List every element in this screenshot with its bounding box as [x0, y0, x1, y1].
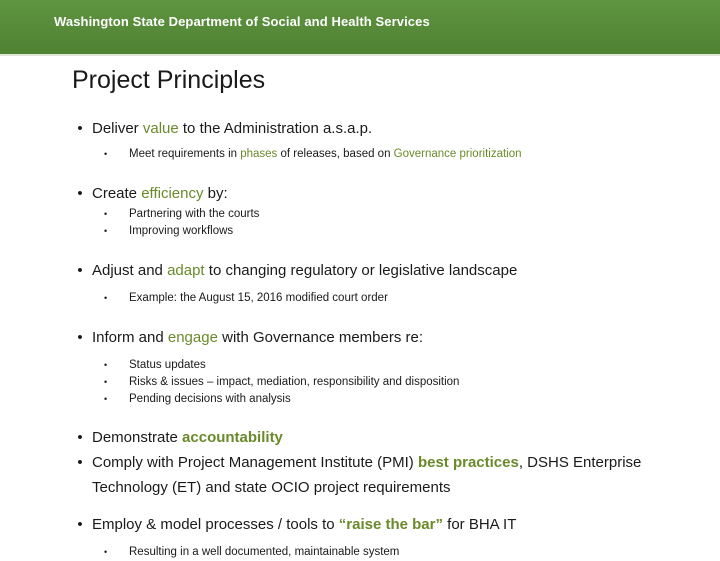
sub-bullet-icon: • — [104, 209, 108, 219]
principle-item — [68, 425, 708, 450]
page-title: Project Principles — [72, 66, 266, 94]
sub-item-text: Partnering with the courts — [129, 208, 260, 220]
sub-list — [104, 290, 708, 307]
sub-list — [104, 357, 708, 408]
sub-item — [104, 223, 708, 240]
principle-text: Inform and engage with Governance members re: — [92, 329, 424, 346]
bullet-icon: • — [77, 454, 83, 471]
sub-list — [104, 544, 708, 561]
principle-line — [68, 325, 708, 350]
organization-name: Washington State Department of Social and Health Services — [54, 14, 430, 29]
principle-line — [68, 450, 708, 500]
sub-item — [104, 374, 708, 391]
principle-item — [68, 258, 708, 307]
principle-text: Create efficiency by: — [92, 185, 228, 202]
sub-list — [104, 206, 708, 240]
principle-line — [68, 116, 708, 141]
principle-item — [68, 325, 708, 408]
principle-text: Adjust and adapt to changing regulatory or legislative landscape — [92, 262, 518, 279]
bullet-icon: • — [77, 516, 83, 533]
sub-bullet-icon: • — [104, 149, 108, 159]
sub-item — [104, 206, 708, 223]
bullet-icon: • — [77, 429, 83, 446]
bullet-icon: • — [77, 262, 83, 279]
principle-text: Deliver value to the Administration a.s.a.p. — [92, 120, 373, 137]
principle-line — [68, 258, 708, 283]
sub-bullet-icon: • — [104, 394, 108, 404]
sub-item-text: Risks & issues – impact, mediation, responsibility and disposition — [129, 376, 460, 388]
header-banner — [0, 0, 720, 54]
principle-line — [68, 181, 708, 206]
bullet-icon: • — [77, 120, 83, 137]
sub-item — [104, 146, 708, 163]
sub-bullet-icon: • — [104, 360, 108, 370]
principle-line — [68, 425, 708, 450]
sub-item-text: Status updates — [129, 359, 206, 371]
bullet-icon: • — [77, 329, 83, 346]
sub-bullet-icon: • — [104, 377, 108, 387]
principle-line — [68, 512, 708, 537]
principle-item — [68, 512, 708, 561]
sub-bullet-icon: • — [104, 547, 108, 557]
sub-item-text: Example: the August 15, 2016 modified court order — [129, 292, 388, 304]
header-divider — [0, 54, 720, 56]
principles-list — [68, 116, 708, 561]
bullet-icon: • — [77, 185, 83, 202]
sub-bullet-icon: • — [104, 226, 108, 236]
sub-list — [104, 146, 708, 163]
principle-text: Comply with Project Management Institute (PMI) best practices, DSHS Enterprise Technology (ET) and state OCIO project requirements — [92, 454, 642, 496]
sub-item-text: Improving workflows — [129, 225, 234, 237]
principle-text: Demonstrate accountability — [92, 429, 283, 446]
sub-item — [104, 544, 708, 561]
principle-item — [68, 181, 708, 240]
sub-item-text: Pending decisions with analysis — [129, 393, 291, 405]
principle-item — [68, 116, 708, 163]
sub-item-text: Resulting in a well documented, maintainable system — [129, 546, 400, 558]
sub-item — [104, 391, 708, 408]
sub-bullet-icon: • — [104, 293, 108, 303]
principle-item — [68, 450, 708, 500]
sub-item — [104, 357, 708, 374]
principle-text: Employ & model processes / tools to “raise the bar” for BHA IT — [92, 516, 517, 533]
sub-item-text: Meet requirements in phases of releases, based on Governance prioritization — [129, 148, 522, 160]
sub-item — [104, 290, 708, 307]
